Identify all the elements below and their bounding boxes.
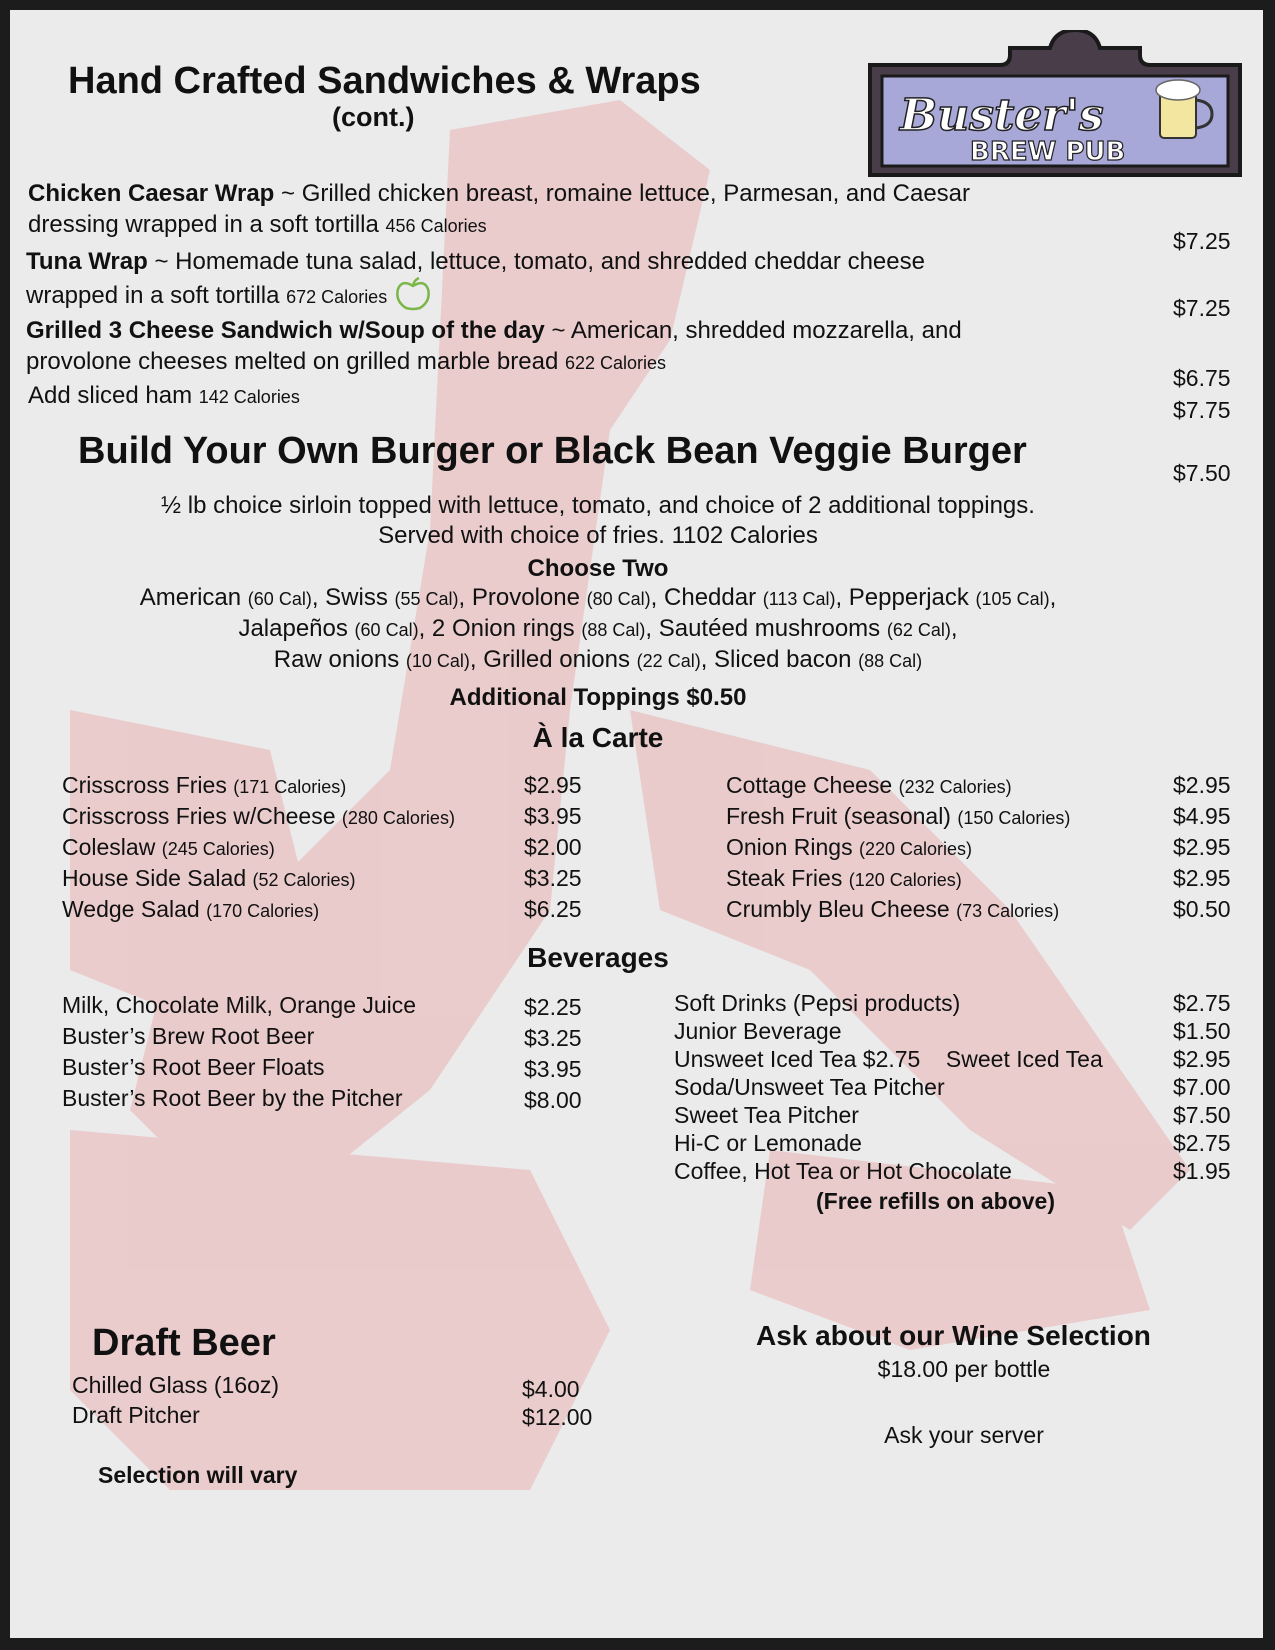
menu-item: Grilled 3 Cheese Sandwich w/Soup of the day ~ American, shredded mozzarella, and provolone cheeses melted on grilled marble bread 622 Calories [26,317,962,375]
item-price: $7.75 [1173,397,1231,423]
item-price: $3.95 [524,803,582,829]
list-item: Crisscross Fries w/Cheese (280 Calories) [62,803,455,829]
item-price: $2.95 [1173,772,1231,798]
list-item: Crisscross Fries (171 Calories) [62,772,347,798]
burger-description: ½ lb choice sirloin topped with lettuce, tomato, and choice of 2 additional toppings. [161,492,1035,519]
menu-item: Chicken Caesar Wrap ~ Grilled chicken breast, romaine lettuce, Parmesan, and Caesar dressing wrapped in a soft tortilla 456 Calories [28,180,971,238]
item-price: $7.25 [1173,295,1231,321]
item-price: $2.00 [524,834,582,860]
wine-note: Ask your server [884,1422,1044,1448]
busters-brew-pub-logo [860,30,1250,180]
item-price: $2.95 [1173,1046,1231,1072]
menu-item: Tuna Wrap ~ Homemade tuna salad, lettuce, tomato, and shredded cheddar cheese wrapped in a soft tortilla 672 Calories [26,248,925,309]
toppings-row: American (60 Cal), Swiss (55 Cal), Provolone (80 Cal), Cheddar (113 Cal), Pepperjack (105 Cal), [139,584,1057,611]
item-name: Tuna Wrap [26,248,148,275]
list-item: Buster’s Brew Root Beer [62,1023,315,1049]
list-item: Chilled Glass (16oz) [72,1372,280,1398]
list-item: Steak Fries (120 Calories) [726,865,962,891]
item-price: $0.50 [1173,896,1231,922]
item-price: $7.25 [1173,228,1231,254]
selection-note: Selection will vary [98,1462,298,1488]
item-price: $4.00 [522,1376,580,1402]
list-item: Coffee, Hot Tea or Hot Chocolate [674,1158,1012,1184]
logo-name: Buster's [900,90,1104,141]
wine-price: $18.00 per bottle [877,1356,1051,1382]
wine-heading: Ask about our Wine Selection [756,1320,1151,1351]
list-item: Crumbly Bleu Cheese (73 Calories) [726,896,1060,922]
free-refills-note: (Free refills on above) [816,1188,1056,1214]
toppings-row: Raw onions (10 Cal), Grilled onions (22 Cal), Sliced bacon (88 Cal) [273,646,923,673]
logo-tagline: BREW PUB [970,137,1126,167]
list-item: Draft Pitcher [72,1402,200,1428]
list-item: Unsweet Iced Tea $2.75 Sweet Iced Tea [674,1046,1103,1072]
menu-item: Add sliced ham 142 Calories [28,382,300,409]
list-item: Cottage Cheese (232 Calories) [726,772,1012,798]
item-price: $3.25 [524,1025,582,1051]
list-item: Coleslaw (245 Calories) [62,834,275,860]
list-item: Buster’s Root Beer Floats [62,1054,325,1080]
item-price: $2.95 [1173,865,1231,891]
item-price: $2.95 [524,772,582,798]
additional-toppings: Additional Toppings $0.50 [449,684,747,711]
item-price: $1.95 [1173,1158,1231,1184]
list-item: Junior Beverage [674,1018,842,1044]
item-price: $12.00 [522,1404,593,1430]
list-item: Wedge Salad (170 Calories) [62,896,320,922]
list-item: Onion Rings (220 Calories) [726,834,973,860]
heart-healthy-apple-icon [394,277,432,311]
menu-page [10,10,1263,1638]
item-price: $7.00 [1173,1074,1231,1100]
choose-two-heading: Choose Two [527,555,669,582]
page-title: Hand Crafted Sandwiches & Wraps [68,60,701,102]
item-price: $4.95 [1173,803,1231,829]
beverages-heading: Beverages [527,942,669,973]
list-item: House Side Salad (52 Calories) [62,865,356,891]
list-item: Hi-C or Lemonade [674,1130,862,1156]
list-item: Milk, Chocolate Milk, Orange Juice [62,992,417,1018]
list-item: Soft Drinks (Pepsi products) [674,990,961,1016]
item-price: $2.75 [1173,990,1231,1016]
burger-title: Build Your Own Burger or Black Bean Veggie Burger [78,430,1027,472]
burger-price: $7.50 [1173,460,1231,486]
item-price: $2.25 [524,994,582,1020]
toppings-row: Jalapeños (60 Cal), 2 Onion rings (88 Cal), Sautéed mushrooms (62 Cal), [238,615,958,642]
item-price: $2.75 [1173,1130,1231,1156]
item-price: $3.25 [524,865,582,891]
item-price: $2.95 [1173,834,1231,860]
item-price: $8.00 [524,1087,582,1113]
draft-beer-heading: Draft Beer [92,1322,276,1364]
item-price: $6.75 [1173,365,1231,391]
page-subtitle: (cont.) [332,102,415,132]
alacarte-heading: À la Carte [532,722,664,753]
list-item: Buster’s Root Beer by the Pitcher [62,1085,403,1111]
item-name: Chicken Caesar Wrap [28,180,275,207]
burger-description: Served with choice of fries. 1102 Calories [378,522,818,549]
list-item: Fresh Fruit (seasonal) (150 Calories) [726,803,1071,829]
item-price: $7.50 [1173,1102,1231,1128]
list-item: Sweet Tea Pitcher [674,1102,859,1128]
item-price: $3.95 [524,1056,582,1082]
item-name: Grilled 3 Cheese Sandwich w/Soup of the day [26,317,545,344]
item-price: $1.50 [1173,1018,1231,1044]
item-price: $6.25 [524,896,582,922]
list-item: Soda/Unsweet Tea Pitcher [674,1074,945,1100]
